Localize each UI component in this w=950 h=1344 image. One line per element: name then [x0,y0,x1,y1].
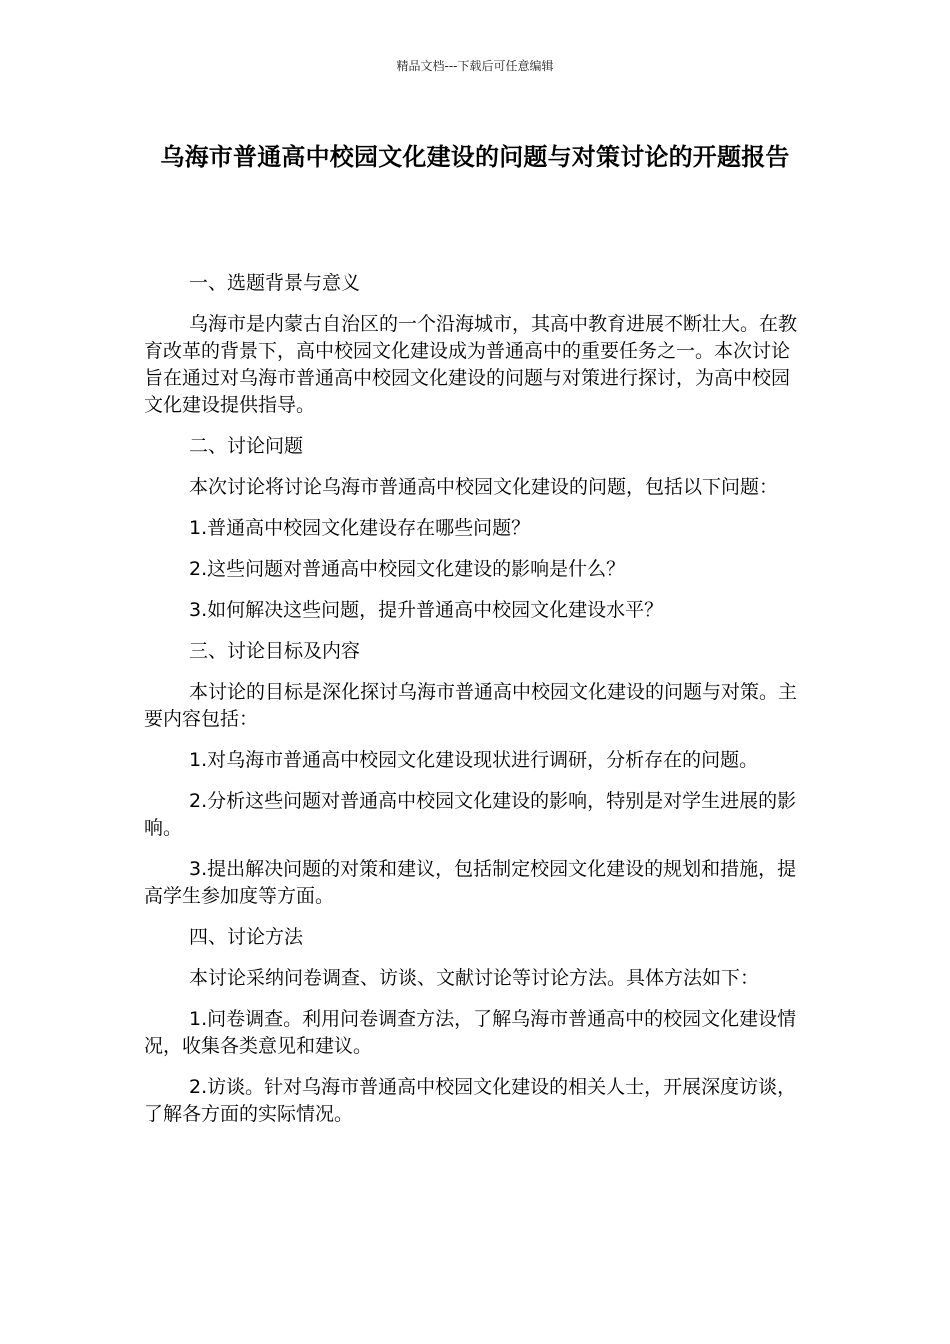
section-heading-questions: 二、讨论问题 [189,435,304,457]
section-heading-background: 一、选题背景与意义 [189,272,361,294]
section-heading-methods: 四、讨论方法 [189,926,304,948]
list-item-method-2: 2.访谈。针对乌海市普通高中校园文化建设的相关人士，开展深度访谈，了解各方面的实际情况。 [144,1076,797,1125]
list-item-question-3: 3.如何解决这些问题，提升普通高中校园文化建设水平？ [189,599,664,621]
list-item-goal-3: 3.提出解决问题的对策和建议，包括制定校园文化建设的规划和措施，提高学生参加度等方面。 [144,858,797,907]
paragraph-goals-intro: 本讨论的目标是深化探讨乌海市普通高中校园文化建设的问题与对策。主要内容包括： [144,681,798,730]
document-body [144,270,808,1128]
paragraph-methods-intro: 本讨论采纳问卷调查、访谈、文献讨论等讨论方法。具体方法如下： [189,967,760,989]
list-item-goal-1: 1.对乌海市普通高中校园文化建设现状进行调研，分析存在的问题。 [189,749,759,771]
paragraph-questions-intro: 本次讨论将讨论乌海市普通高中校园文化建设的问题，包括以下问题： [189,476,779,498]
document-title: 乌海市普通高中校园文化建设的问题与对策讨论的开题报告 [160,143,790,171]
list-item-question-2: 2.这些问题对普通高中校园文化建设的影响是什么？ [189,558,626,580]
header-note: 精品文档---下载后可任意编辑 [396,59,554,73]
paragraph-background: 乌海市是内蒙古自治区的一个沿海城市，其高中教育进展不断壮大。在教育改革的背景下，高中校园文化建设成为普通高中的重要任务之一。本次讨论旨在通过对乌海市普通高中校园文化建设的问题与对策进行探讨，为高中校园文化建设提供指导。 [144,313,798,416]
list-item-question-1: 1.普通高中校园文化建设存在哪些问题？ [189,517,531,539]
section-heading-goals: 三、讨论目标及内容 [189,640,361,662]
list-item-method-1: 1.问卷调查。利用问卷调查方法，了解乌海市普通高中的校园文化建设情况，收集各类意见和建议。 [144,1008,797,1057]
list-item-goal-2: 2.分析这些问题对普通高中校园文化建设的影响，特别是对学生进展的影响。 [144,790,797,839]
